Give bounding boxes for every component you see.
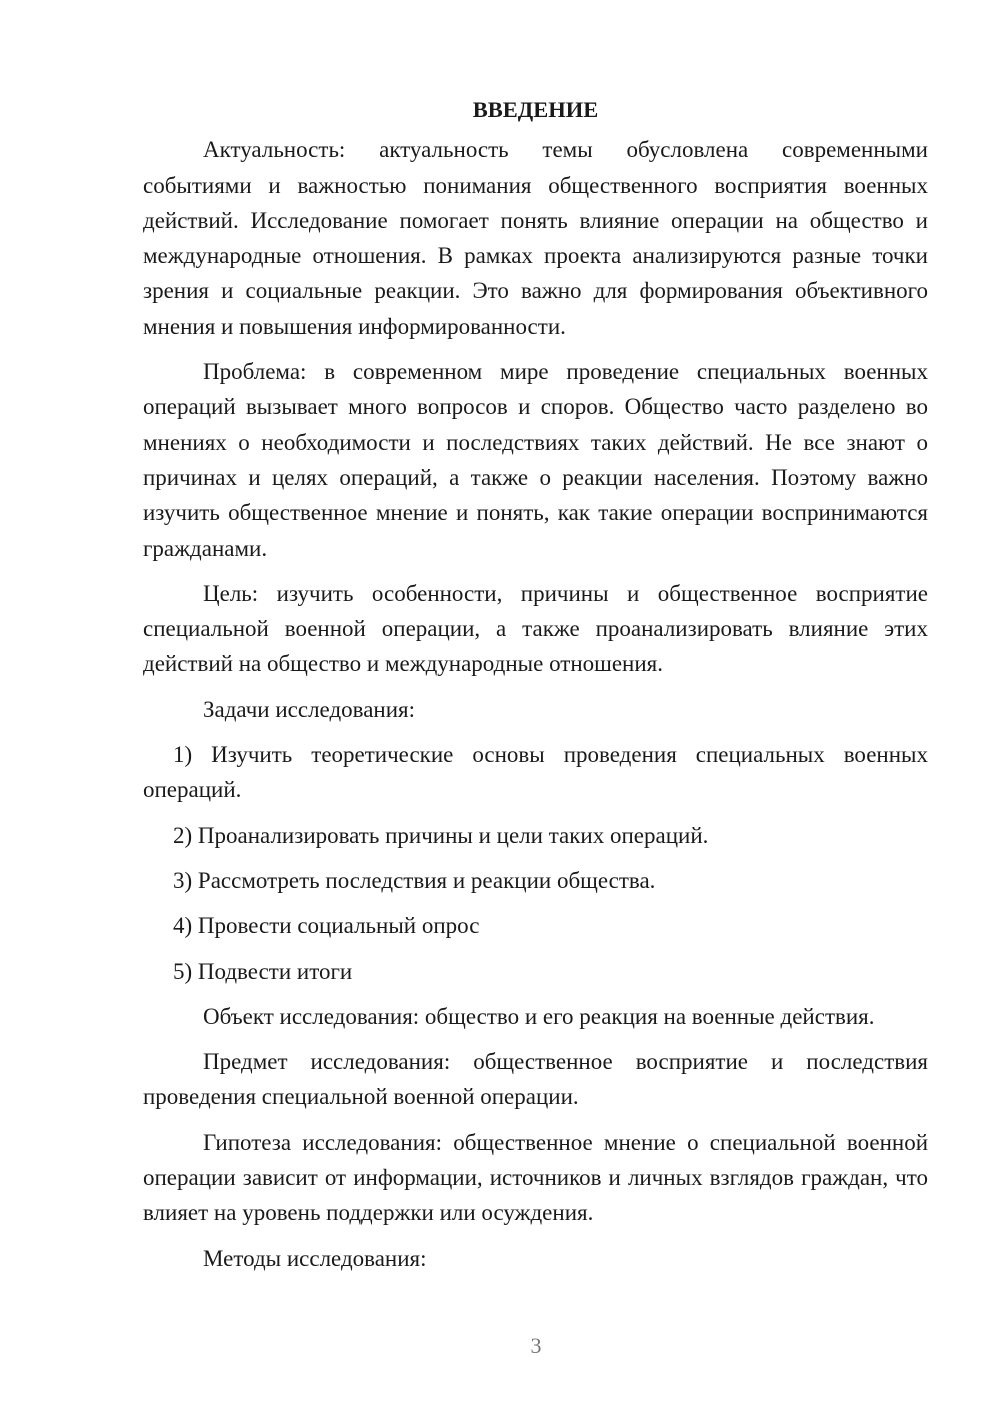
task-item: 3) Рассмотреть последствия и реакции общества.	[173, 867, 656, 893]
subject-paragraph: Предмет исследования: общественное восприятие и последствия проведения специальной военной операции.	[143, 1049, 928, 1110]
section-title: ВВЕДЕНИЕ	[472, 97, 599, 122]
object-paragraph: Объект исследования: общество и его реакция на военные действия.	[203, 1003, 875, 1029]
problem-paragraph: Проблема: в современном мире проведение специальных военных операций вызывает много вопросов и споров. Общество часто разделено во мнениях о необходимости и последствиях таких действий. Не все знают о причинах и целях операций, а также о реакции населения. Поэтому важно изучить общественное мнение и понять, как такие операции воспринимаются гражданами.	[143, 359, 928, 561]
task-item: 2) Проанализировать причины и цели таких операций.	[173, 822, 709, 848]
methods-heading: Методы исследования:	[203, 1245, 427, 1271]
task-item: 1) Изучить теоретические основы проведения специальных военных операций.	[143, 742, 928, 803]
task-item: 4) Провести социальный опрос	[173, 913, 480, 939]
tasks-heading: Задачи исследования:	[203, 696, 416, 722]
hypothesis-paragraph: Гипотеза исследования: общественное мнение о специальной военной операции зависит от информации, источников и личных взглядов граждан, что влияет на уровень поддержки или осуждения.	[143, 1129, 928, 1226]
task-item: 5) Подвести итоги	[173, 958, 353, 984]
relevance-paragraph: Актуальность: актуальность темы обусловлена современными событиями и важностью понимания общественного восприятия военных действий. Исследование помогает понять влияние операции на общество и международные отношения. В рамках проекта анализируются разные точки зрения и социальные реакции. Это важно для формирования объективного мнения и повышения информированности.	[143, 137, 928, 339]
tasks-list	[143, 737, 928, 989]
page-body	[143, 92, 928, 1286]
page-number: 3	[530, 1333, 542, 1358]
goal-paragraph: Цель: изучить особенности, причины и общественное восприятие специальной военной операции, а также проанализировать влияние этих действий на общество и международные отношения.	[143, 580, 928, 677]
